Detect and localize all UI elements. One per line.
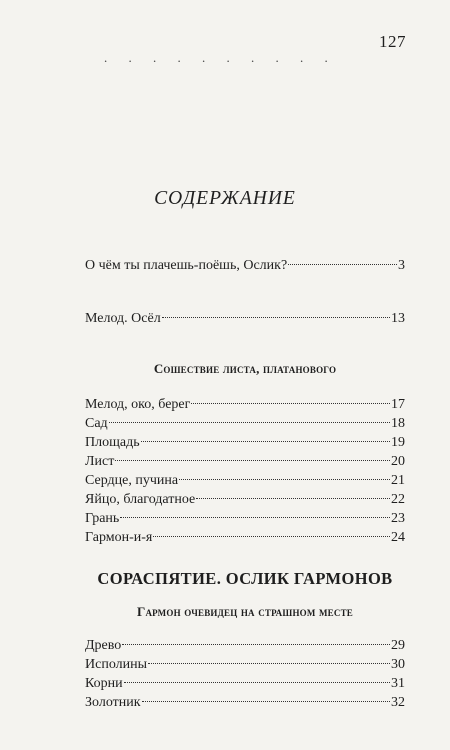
- toc-entry: [85, 415, 405, 433]
- toc-leader-dots: [179, 479, 390, 480]
- toc-entry-page: 32: [391, 695, 405, 710]
- section-heading: Сошествие листа, платанового: [153, 361, 337, 376]
- toc-leader-dots: [109, 422, 390, 423]
- toc-entry: [85, 491, 405, 509]
- toc-entry: [85, 694, 405, 712]
- toc-entry-title: Корни: [85, 676, 123, 691]
- toc-entry-title: Мелод, око, берег: [85, 397, 191, 412]
- toc-entry-page: 17: [391, 397, 405, 412]
- toc-leader-dots: [142, 701, 390, 702]
- toc-entry-title: Грань: [85, 511, 120, 526]
- toc-entry-title: Гармон-и-я: [85, 530, 153, 545]
- toc-entry: [85, 656, 405, 674]
- toc-entry-page: 22: [391, 492, 405, 507]
- toc-entry-page: 30: [391, 657, 405, 672]
- toc-entry-title: Золотник: [85, 695, 141, 710]
- toc-entry: [85, 257, 405, 275]
- toc-entry: [85, 675, 405, 693]
- toc-entry-page: 24: [391, 530, 405, 545]
- toc-entry: [85, 310, 405, 328]
- toc-leader-dots: [141, 441, 390, 442]
- toc-entry-title: Мелод. Осёл: [85, 311, 161, 326]
- part-title: СОРАСПЯТИЕ. ОСЛИК ГАРМОНОВ: [97, 569, 393, 588]
- toc-entry: [85, 434, 405, 452]
- toc-entry: [85, 396, 405, 414]
- toc-leader-dots: [288, 264, 397, 265]
- toc-leader-dots: [148, 663, 390, 664]
- toc-entry-page: 19: [391, 435, 405, 450]
- toc-entry-title: Яйцо, благодатное: [85, 492, 196, 507]
- toc-entry: [85, 472, 405, 490]
- toc-leader-dots: [196, 498, 390, 499]
- page-number: 127: [379, 32, 406, 51]
- toc-entry-title: Исполины: [85, 657, 148, 672]
- toc-entry: [85, 529, 405, 547]
- toc-entry-page: 3: [398, 258, 405, 273]
- header-dots: . . . . . . . . . .: [104, 50, 337, 65]
- section-heading: Гармон очевидец на страшном месте: [136, 604, 353, 619]
- toc-entry: [85, 637, 405, 655]
- toc-entry-page: 13: [391, 311, 405, 326]
- toc-leader-dots: [162, 317, 390, 318]
- toc-entry-page: 21: [391, 473, 405, 488]
- toc-entry-title: О чём ты плачешь-поёшь, Ослик?: [85, 258, 288, 273]
- contents-title: СОДЕРЖАНИЕ: [154, 188, 296, 209]
- toc-leader-dots: [191, 403, 390, 404]
- toc-entry-title: Сердце, пучина: [85, 473, 179, 488]
- toc-leader-dots: [120, 517, 390, 518]
- toc-entry-title: Площадь: [85, 435, 140, 450]
- toc-entry-page: 20: [391, 454, 405, 469]
- toc-entry-title: Сад: [85, 416, 108, 431]
- toc-entry: [85, 453, 405, 471]
- toc-entry-title: Лист: [85, 454, 115, 469]
- toc-entry-page: 29: [391, 638, 405, 653]
- toc-entry-page: 23: [391, 511, 405, 526]
- toc-leader-dots: [122, 644, 390, 645]
- toc-entry: [85, 510, 405, 528]
- toc-leader-dots: [124, 682, 390, 683]
- toc-entry-page: 31: [391, 676, 405, 691]
- toc-entry-title: Древо: [85, 638, 122, 653]
- toc-entry-page: 18: [391, 416, 405, 431]
- toc-leader-dots: [153, 536, 390, 537]
- toc-leader-dots: [115, 460, 390, 461]
